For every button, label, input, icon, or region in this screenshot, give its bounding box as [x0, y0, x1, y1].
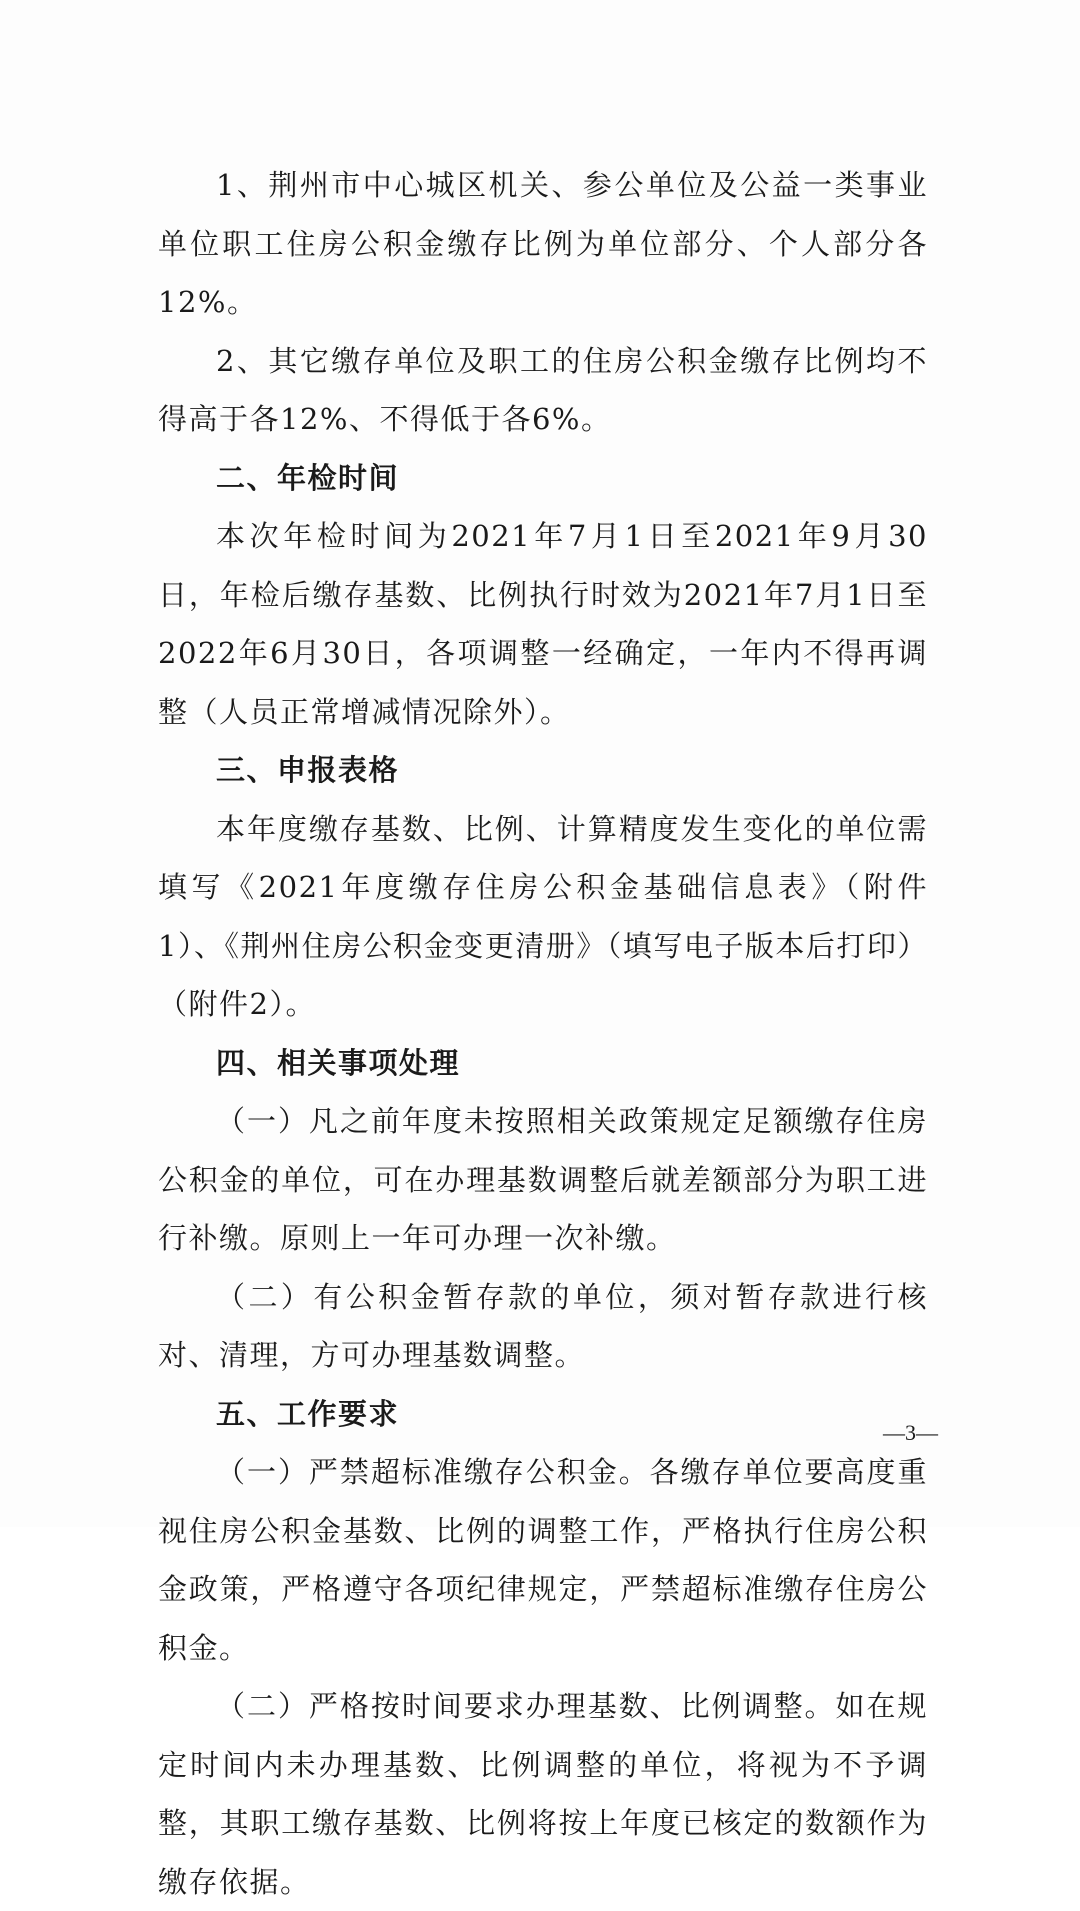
paragraph-work-requirements-2: （二）严格按时间要求办理基数、比例调整。如在规定时间内未办理基数、比例调整的单位，将视为不予调整，其职工缴存基数、比例将按上年度已核定的数额作为缴存依据。 — [158, 1689, 928, 1899]
page-number: —3— — [883, 1420, 938, 1445]
heading-report-forms: 三、申报表格 — [216, 753, 400, 787]
heading-annual-check-time: 二、年检时间 — [216, 460, 400, 495]
paragraph-related-matters-1: （一）凡之前年度未按照相关政策规定足额缴存住房公积金的单位，可在办理基数调整后就差额部分为职工进行补缴。原则上一年可办理一次补缴。 — [158, 1104, 928, 1255]
paragraph-report-forms: 本年度缴存基数、比例、计算精度发生变化的单位需填写《2021年度缴存住房公积金基础信息表》（附件1）、《荆州住房公积金变更清册》（填写电子版本后打印）（附件2）。 — [158, 811, 928, 1021]
heading-work-requirements: 五、工作要求 — [216, 1396, 400, 1431]
paragraph-related-matters-2: （二）有公积金暂存款的单位，须对暂存款进行核对、清理，方可办理基数调整。 — [158, 1279, 928, 1372]
paragraph-ratio-central-units: 1、荆州市中心城区机关、参公单位及公益一类事业单位职工住房公积金缴存比例为单位部分、个人部分各12%。 — [158, 168, 928, 319]
document-body — [158, 156, 928, 1911]
paragraph-annual-check-time: 本次年检时间为2021年7月1日至2021年9月30日，年检后缴存基数、比例执行时效为2021年7月1日至2022年6月30日，各项调整一经确定，一年内不得再调整（人员正常增减情况除外）。 — [158, 519, 928, 729]
heading-related-matters: 四、相关事项处理 — [216, 1045, 461, 1080]
paragraph-ratio-other-units: 2、其它缴存单位及职工的住房公积金缴存比例均不得高于各12%、不得低于各6%。 — [158, 343, 928, 436]
paragraph-work-requirements-1: （一）严禁超标准缴存公积金。各缴存单位要高度重视住房公积金基数、比例的调整工作，严格执行住房公积金政策，严格遵守各项纪律规定，严禁超标准缴存住房公积金。 — [158, 1455, 928, 1665]
